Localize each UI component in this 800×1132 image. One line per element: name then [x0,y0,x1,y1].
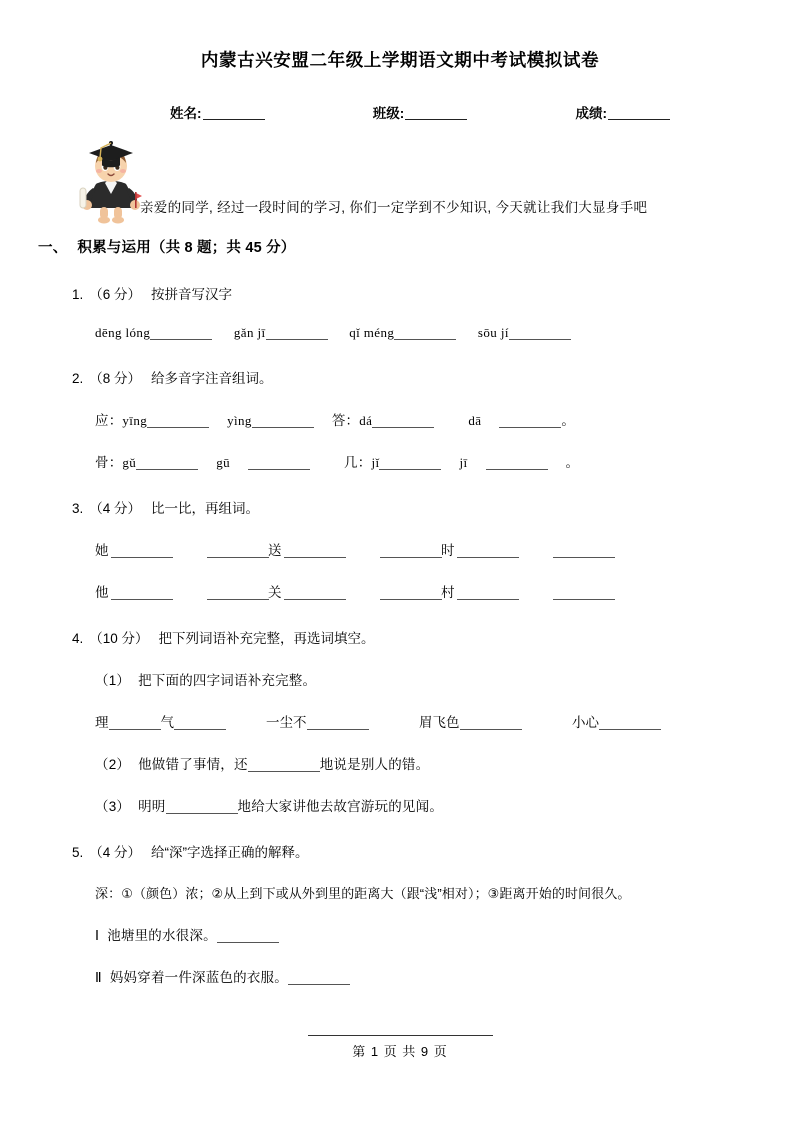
polyphone-pinyin: dā [468,413,482,428]
question-2-number: 2. [72,371,84,386]
polyphone-pinyin: gū [216,455,231,470]
sub-text-after: 地给大家讲他去故宫游玩的见闻。 [237,799,444,814]
idiom-part: 一尘不 [266,715,307,730]
question-3-head [72,497,760,517]
answer-blank[interactable] [166,813,238,814]
question-1-head [72,283,760,303]
class-field[interactable] [373,102,468,122]
idiom-cell [248,711,401,731]
item-number: Ⅰ [95,928,100,943]
polyphone-pinyin: yìng [227,413,252,428]
question-4-number: 4. [72,631,84,646]
question-1-pinyin-row [95,325,760,341]
question-2-row-1 [95,409,760,429]
sub-number: （3） [95,799,131,814]
idiom-row [95,711,760,731]
idiom-cell [95,711,248,731]
idiom-cell [554,711,707,731]
greeting-text: 亲爱的同学, 经过一段时间的学习, 你们一定学到不少知识, 今天就让我们大显身手吧 [140,200,648,215]
question-4-body [72,669,760,815]
question-4-sub-2 [95,753,760,773]
answer-blank[interactable] [217,942,279,943]
item-text: 妈妈穿着一件深蓝色的衣服。 [109,970,288,985]
compare-cell [95,539,268,559]
compare-char: 时 [441,543,455,558]
idiom-part: 气 [160,715,174,730]
question-4-head [72,627,760,647]
polyphone-char: 答： [331,413,360,428]
greeting-block [0,138,800,228]
idiom-part: 理 [95,715,109,730]
question-2-points: （8 分） [89,371,142,386]
question-4-points: （10 分） [89,631,149,646]
pinyin-4: sōu jí [477,325,509,340]
polyphone-pinyin: jǐ [371,455,380,470]
answer-blank[interactable] [379,469,441,470]
question-list [0,283,800,986]
answer-blank[interactable] [372,427,434,428]
identity-row [0,102,800,122]
graduate-mascot-icon [74,138,148,224]
question-5-item-1 [95,924,760,944]
polyphone-char: 应： [95,413,123,428]
answer-blank[interactable] [136,469,198,470]
question-5-head [72,841,760,861]
question-3-row-1 [95,539,760,559]
question-4-sub-1 [95,669,760,689]
answer-blank[interactable] [457,599,519,600]
question-4 [0,627,800,815]
pinyin-1: dēng lóng [95,325,151,340]
page-number: 第 1 页 共 9 页 [352,1044,448,1059]
student-name-blank[interactable] [203,119,265,120]
score-blank[interactable] [608,119,670,120]
question-3-number: 3. [72,501,84,516]
footer-divider [308,1035,493,1036]
compare-cell [95,581,268,601]
answer-blank[interactable] [486,469,548,470]
question-5-body [72,883,760,986]
question-4-sub-3 [95,795,760,815]
class-label: 班级: [372,106,405,121]
compare-char: 村 [441,585,455,600]
answer-blank[interactable] [174,729,226,730]
compare-cell [441,539,614,559]
row-end-punct: 。 [565,455,580,470]
student-name-field[interactable] [170,102,265,122]
pinyin-3: qǐ méng [349,325,395,340]
question-5-prompt: 给“深”字选择正确的解释。 [151,845,309,860]
compare-char: 他 [95,585,109,600]
question-2-row-2 [95,451,760,471]
question-2 [0,367,800,471]
answer-blank[interactable] [499,427,561,428]
answer-blank[interactable] [252,427,314,428]
polyphone-pinyin: gǔ [122,455,137,470]
idiom-part: 小心 [572,715,599,730]
question-3-row-2 [95,581,760,601]
item-text: 池塘里的水很深。 [107,928,217,943]
question-1-number: 1. [72,287,84,302]
page-title: 内蒙古兴安盟二年级上学期语文期中考试模拟试卷 [200,50,600,70]
idiom-part: 眉飞色 [419,715,460,730]
compare-cell [268,539,441,559]
sub-number: （2） [95,757,131,772]
pinyin-2: gǎn jī [233,325,266,340]
answer-blank[interactable] [147,427,209,428]
answer-blank[interactable] [509,339,571,340]
section-heading [38,236,800,257]
answer-blank[interactable] [207,557,269,558]
answer-blank[interactable] [288,984,350,985]
answer-blank[interactable] [307,729,369,730]
compare-char: 送 [268,543,282,558]
question-1 [0,283,800,341]
question-5-explanation: 深：①（颜色）浓；②从上到下或从外到里的距离大（跟“浅”相对）；③距离开始的时间很久。 [95,886,631,901]
question-4-prompt: 把下列词语补充完整，再选词填空。 [158,631,375,646]
compare-cell [268,581,441,601]
answer-blank[interactable] [111,599,173,600]
question-5 [0,841,800,986]
compare-char: 关 [268,585,282,600]
answer-blank[interactable] [460,729,522,730]
idiom-cell [401,711,554,731]
score-label: 成绩: [575,106,607,121]
answer-blank[interactable] [111,557,173,558]
answer-blank[interactable] [109,729,161,730]
polyphone-pinyin: dá [359,413,373,428]
answer-blank[interactable] [553,557,615,558]
answer-blank[interactable] [284,599,346,600]
polyphone-pinyin: jī [459,455,468,470]
answer-blank[interactable] [284,557,346,558]
answer-blank[interactable] [553,599,615,600]
question-1-points: （6 分） [89,287,142,302]
question-3-prompt: 比一比，再组词。 [151,501,260,516]
question-2-prompt: 给多音字注音组词。 [151,371,273,386]
section-number: 一、 [38,240,68,256]
polyphone-pinyin: yīng [122,413,148,428]
answer-blank[interactable] [380,599,442,600]
answer-blank[interactable] [248,469,310,470]
score-field[interactable] [576,102,671,122]
question-3-points: （4 分） [89,501,142,516]
sub-text-before: 明明 [138,799,166,814]
question-2-body [72,409,760,471]
answer-blank[interactable] [266,339,328,340]
answer-blank[interactable] [207,599,269,600]
compare-char: 她 [95,543,109,558]
question-1-body [72,325,760,341]
sub-number: （1） [95,673,131,688]
answer-blank[interactable] [150,339,212,340]
student-name-label: 姓名: [170,106,202,121]
answer-blank[interactable] [380,557,442,558]
question-5-points: （4 分） [89,845,142,860]
answer-blank[interactable] [457,557,519,558]
question-5-number: 5. [72,845,84,860]
question-2-head [72,367,760,387]
polyphone-char: 骨： [95,455,123,470]
sub-text-after: 地说是别人的错。 [319,757,430,772]
section-title: 积累与运用（共 8 题；共 45 分） [77,240,296,256]
page-footer [0,1035,800,1060]
polyphone-char: 几： [344,455,372,470]
answer-blank[interactable] [394,339,456,340]
sub-text: 把下面的四字词语补充完整。 [138,673,317,688]
item-number: Ⅱ [95,970,102,985]
class-blank[interactable] [405,119,467,120]
question-3 [0,497,800,601]
question-1-prompt: 按拼音写汉字 [151,287,233,302]
question-3-body [72,539,760,601]
question-5-item-2 [95,966,760,986]
row-end-punct: 。 [561,413,576,428]
compare-cell [441,581,614,601]
answer-blank[interactable] [248,771,320,772]
answer-blank[interactable] [599,729,661,730]
sub-text-before: 他做错了事情，还 [138,757,248,772]
